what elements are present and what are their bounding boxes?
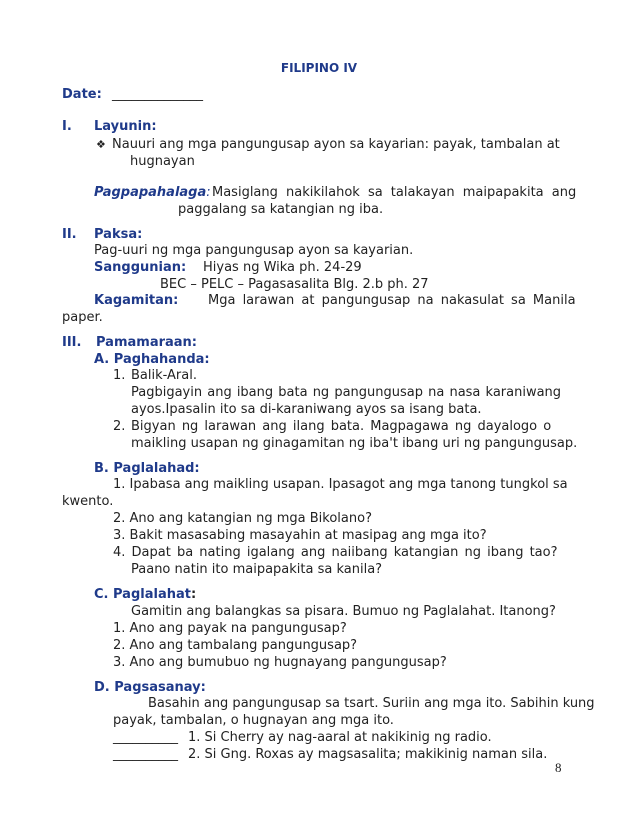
a-item-1-number: 1. bbox=[113, 368, 126, 383]
date-line bbox=[62, 86, 203, 103]
a-item-2-text-cont: maikling usapan ng ginagamitan ng iba't ibang uri ng pangungusap. bbox=[131, 436, 578, 451]
subsection-b-heading: B. Paglalahad: bbox=[94, 461, 200, 476]
diamond-bullet-icon: ❖ bbox=[96, 138, 106, 151]
b-item-1: 1. Ipabasa ang maikling usapan. Ipasagot ang mga tanong tungkol sa bbox=[113, 477, 568, 492]
section-2-number: II. bbox=[62, 227, 77, 242]
paksa-topic: Pag-uuri ng mga pangungusap ayon sa kayarian. bbox=[94, 243, 414, 258]
d-sentence-2: 2. Si Gng. Roxas ay magsasalita; makikinig naman sila. bbox=[188, 747, 548, 762]
layunin-item-cont: hugnayan bbox=[130, 154, 195, 169]
c-intro: Gamitin ang balangkas sa pisara. Bumuo ng Paglalahat. Itanong? bbox=[131, 604, 556, 619]
section-2-heading: Paksa: bbox=[94, 227, 143, 242]
section-1-number: I. bbox=[62, 119, 72, 134]
sanggunian-ref-2: BEC – PELC – Pagasasalita Blg. 2.b ph. 27 bbox=[160, 277, 429, 292]
c-item-3: 3. Ano ang bumubuo ng hugnayang pangungusap? bbox=[113, 655, 447, 670]
d-sentence-2-blank: __________ bbox=[113, 747, 178, 762]
a-item-2-number: 2. bbox=[113, 419, 126, 434]
section-3-heading: Pamamaraan: bbox=[96, 335, 197, 350]
section-1-heading: Layunin: bbox=[94, 119, 157, 134]
pagpapahalaga-label: Pagpapahalaga: bbox=[94, 185, 211, 200]
kagamitan-text-cont: paper. bbox=[62, 310, 103, 325]
d-sentence-1: 1. Si Cherry ay nag-aaral at nakikinig ng radio. bbox=[188, 730, 492, 745]
date-blank: ______________ bbox=[111, 87, 203, 102]
d-sentence-1-blank: __________ bbox=[113, 730, 178, 745]
b-item-4: 4. Dapat ba nating igalang ang naiibang katangian ng ibang tao? bbox=[113, 545, 558, 560]
d-intro-cont: payak, tambalan, o hugnayan ang mga ito. bbox=[113, 713, 394, 728]
kagamitan-text: Mga larawan at pangungusap na nakasulat sa Manila bbox=[208, 293, 576, 308]
c-item-2: 2. Ano ang tambalang pangungusap? bbox=[113, 638, 358, 653]
kagamitan-label: Kagamitan: bbox=[94, 293, 179, 308]
b-item-4-cont: Paano natin ito maipapakita sa kanila? bbox=[131, 562, 383, 577]
subsection-d-heading: D. Pagsasanay: bbox=[94, 680, 206, 695]
a-item-1-text: Pagbigayin ang ibang bata ng pangungusap na nasa karaniwang bbox=[131, 385, 562, 400]
sanggunian-ref-1: Hiyas ng Wika ph. 24-29 bbox=[203, 260, 362, 275]
pagpapahalaga-text-cont: paggalang sa katangian ng iba. bbox=[178, 202, 384, 217]
subsection-a-heading: A. Paghahanda: bbox=[94, 352, 210, 367]
d-intro: Basahin ang pangungusap sa tsart. Suriin ang mga ito. Sabihin kung bbox=[148, 696, 595, 711]
sanggunian-label: Sanggunian: bbox=[94, 260, 187, 275]
subsection-c-heading: C. Paglalahat: bbox=[94, 587, 197, 602]
page-number: 8 bbox=[555, 760, 562, 775]
b-item-3: 3. Bakit masasabing masayahin at masipag ang mga ito? bbox=[113, 528, 487, 543]
b-item-2: 2. Ano ang katangian ng mga Bikolano? bbox=[113, 511, 372, 526]
b-item-1-cont: kwento. bbox=[62, 494, 114, 509]
pagpapahalaga-text: Masiglang nakikilahok sa talakayan maipapakita ang bbox=[212, 185, 577, 200]
c-item-1: 1. Ano ang payak na pangungusap? bbox=[113, 621, 347, 636]
page-title: FILIPINO IV bbox=[280, 61, 358, 75]
a-item-2-text: Bigyan ng larawan ang ilang bata. Magpagawa ng dayalogo o bbox=[131, 419, 552, 434]
a-item-1-title: Balik-Aral. bbox=[131, 368, 197, 383]
section-3-number: III. bbox=[62, 335, 82, 350]
a-item-1-text-cont: ayos.Ipasalin ito sa di-karaniwang ayos sa isang bata. bbox=[131, 402, 482, 417]
layunin-item: Nauuri ang mga pangungusap ayon sa kayarian: payak, tambalan at bbox=[112, 137, 560, 152]
date-label: Date: bbox=[62, 87, 102, 102]
